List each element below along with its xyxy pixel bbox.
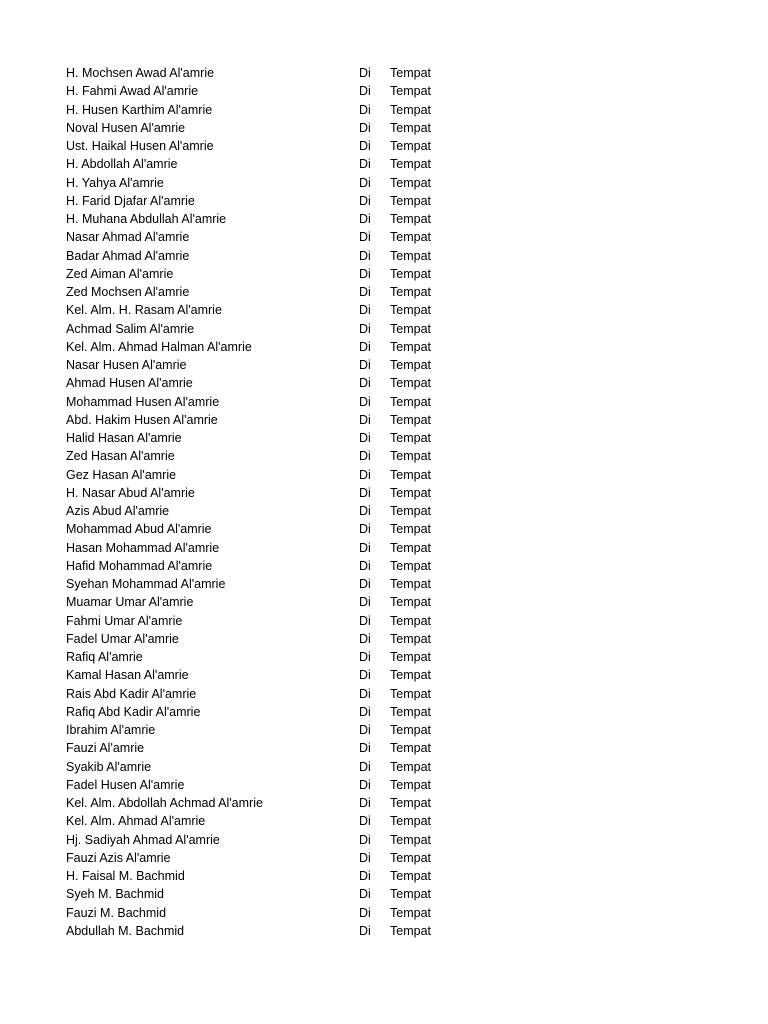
list-item (66, 593, 466, 611)
place-label: Tempat (390, 485, 431, 500)
preposition-label: Di (359, 923, 371, 938)
list-item (66, 612, 466, 630)
place-label: Tempat (390, 613, 431, 628)
list-item (66, 557, 466, 575)
preposition-label: Di (359, 431, 371, 445)
list-item (66, 429, 466, 447)
place-label: Tempat (390, 102, 431, 117)
preposition-label: Di (359, 449, 371, 464)
list-item (66, 283, 466, 301)
place-label: Tempat (390, 923, 431, 938)
preposition-label: Di (359, 321, 371, 336)
preposition-label: Di (359, 412, 371, 427)
list-item (66, 466, 466, 484)
preposition-label: Di (359, 832, 371, 847)
recipient-name: H. Mochsen Awad Al'amrie (66, 66, 215, 80)
place-label: Tempat (390, 339, 431, 354)
preposition-label: Di (359, 339, 371, 354)
preposition-label: Di (359, 522, 371, 537)
preposition-label: Di (359, 723, 371, 737)
preposition-label: Di (359, 850, 371, 865)
preposition-label: Di (359, 467, 371, 482)
recipient-name: Syehan Mohammad Al'amrie (66, 577, 226, 591)
recipient-name: Mohammad Abud Al'amrie (66, 522, 212, 537)
place-label: Tempat (390, 394, 431, 409)
recipient-name: Syeh M. Bachmid (66, 887, 164, 902)
recipient-name: Syakib Al'amrie (66, 759, 152, 774)
place-label: Tempat (390, 887, 431, 902)
recipient-name: Muamar Umar Al'amrie (66, 595, 194, 610)
place-label: Tempat (390, 741, 431, 756)
recipient-name: Hafid Mohammad Al'amrie (66, 558, 213, 573)
list-item (66, 137, 466, 155)
place-label: Tempat (390, 449, 431, 464)
list-item (66, 228, 466, 246)
place-label: Tempat (390, 504, 431, 518)
preposition-label: Di (359, 358, 371, 372)
list-item (66, 82, 466, 100)
list-item (66, 447, 466, 465)
place-label: Tempat (390, 412, 431, 427)
preposition-label: Di (359, 139, 371, 153)
recipient-name: Ahmad Husen Al'amrie (66, 376, 193, 391)
list-item (66, 721, 466, 739)
preposition-label: Di (359, 248, 371, 263)
recipient-name: Azis Abud Al'amrie (66, 504, 170, 518)
recipient-name: Nasar Husen Al'amrie (66, 358, 187, 372)
list-item (66, 320, 466, 338)
place-label: Tempat (390, 66, 431, 80)
recipient-name: Zed Aiman Al'amrie (66, 266, 174, 281)
place-label: Tempat (390, 540, 431, 555)
place-label: Tempat (390, 266, 431, 281)
list-item (66, 739, 466, 757)
place-label: Tempat (390, 631, 431, 646)
preposition-label: Di (359, 303, 371, 318)
list-item (66, 502, 466, 520)
preposition-label: Di (359, 558, 371, 573)
place-label: Tempat (390, 595, 431, 610)
preposition-label: Di (359, 577, 371, 591)
place-label: Tempat (390, 303, 431, 318)
place-label: Tempat (390, 814, 431, 829)
preposition-label: Di (359, 485, 371, 500)
preposition-label: Di (359, 540, 371, 555)
preposition-label: Di (359, 759, 371, 774)
list-item (66, 64, 466, 82)
place-label: Tempat (390, 905, 431, 920)
recipient-name: Fauzi Azis Al'amrie (66, 850, 171, 865)
recipient-name: Abdullah M. Bachmid (66, 923, 185, 938)
preposition-label: Di (359, 631, 371, 646)
recipient-name: Fauzi Al'amrie (66, 741, 145, 756)
list-item (66, 812, 466, 830)
preposition-label: Di (359, 394, 371, 409)
recipient-name: Halid Hasan Al'amrie (66, 431, 182, 445)
place-label: Tempat (390, 358, 431, 372)
list-item (66, 648, 466, 666)
list-item (66, 831, 466, 849)
place-label: Tempat (390, 796, 431, 810)
list-item (66, 520, 466, 538)
recipient-name: Hasan Mohammad Al'amrie (66, 540, 220, 555)
recipient-name: Gez Hasan Al'amrie (66, 467, 177, 482)
place-label: Tempat (390, 723, 431, 737)
place-label: Tempat (390, 139, 431, 153)
list-item (66, 776, 466, 794)
place-label: Tempat (390, 467, 431, 482)
place-label: Tempat (390, 84, 431, 99)
place-label: Tempat (390, 650, 431, 664)
preposition-label: Di (359, 175, 371, 190)
list-item (66, 265, 466, 283)
recipient-name: Ust. Haikal Husen Al'amrie (66, 139, 214, 153)
recipient-name: Fadel Umar Al'amrie (66, 631, 179, 646)
recipient-name: Fauzi M. Bachmid (66, 905, 167, 920)
list-item (66, 174, 466, 192)
recipient-name: Kel. Alm. Ahmad Halman Al'amrie (66, 339, 252, 354)
list-item (66, 210, 466, 228)
preposition-label: Di (359, 741, 371, 756)
place-label: Tempat (390, 431, 431, 445)
recipient-list (66, 64, 466, 940)
preposition-label: Di (359, 102, 371, 117)
recipient-name: Kel. Alm. H. Rasam Al'amrie (66, 303, 222, 318)
list-item (66, 374, 466, 392)
place-label: Tempat (390, 832, 431, 847)
preposition-label: Di (359, 668, 371, 683)
preposition-label: Di (359, 869, 371, 883)
preposition-label: Di (359, 266, 371, 281)
preposition-label: Di (359, 212, 371, 226)
recipient-name: H. Abdollah Al'amrie (66, 157, 178, 172)
place-label: Tempat (390, 120, 431, 135)
list-item (66, 904, 466, 922)
preposition-label: Di (359, 650, 371, 664)
list-item (66, 867, 466, 885)
list-item (66, 356, 466, 374)
place-label: Tempat (390, 850, 431, 865)
preposition-label: Di (359, 193, 371, 208)
preposition-label: Di (359, 230, 371, 245)
place-label: Tempat (390, 686, 431, 701)
recipient-name: Rais Abd Kadir Al'amrie (66, 686, 197, 701)
place-label: Tempat (390, 869, 431, 883)
list-item (66, 301, 466, 319)
list-item (66, 630, 466, 648)
recipient-name: Noval Husen Al'amrie (66, 120, 186, 135)
preposition-label: Di (359, 613, 371, 628)
list-item (66, 575, 466, 593)
preposition-label: Di (359, 887, 371, 902)
place-label: Tempat (390, 777, 431, 792)
recipient-name: Badar Ahmad Al'amrie (66, 248, 190, 263)
list-item (66, 393, 466, 411)
preposition-label: Di (359, 157, 371, 172)
place-label: Tempat (390, 157, 431, 172)
place-label: Tempat (390, 175, 431, 190)
recipient-name: Hj. Sadiyah Ahmad Al'amrie (66, 832, 220, 847)
recipient-name: Rafiq Abd Kadir Al'amrie (66, 704, 201, 719)
list-item (66, 119, 466, 137)
place-label: Tempat (390, 193, 431, 208)
recipient-name: H. Faisal M. Bachmid (66, 869, 185, 883)
place-label: Tempat (390, 704, 431, 719)
preposition-label: Di (359, 84, 371, 99)
preposition-label: Di (359, 686, 371, 701)
list-item (66, 484, 466, 502)
preposition-label: Di (359, 777, 371, 792)
list-item (66, 247, 466, 265)
list-item (66, 101, 466, 119)
preposition-label: Di (359, 504, 371, 518)
recipient-name: Achmad Salim Al'amrie (66, 321, 195, 336)
preposition-label: Di (359, 595, 371, 610)
list-item (66, 758, 466, 776)
preposition-label: Di (359, 120, 371, 135)
recipient-name: Rafiq Al'amrie (66, 650, 143, 664)
list-item (66, 338, 466, 356)
list-item (66, 411, 466, 429)
list-item (66, 703, 466, 721)
list-item (66, 155, 466, 173)
recipient-name: Kamal Hasan Al'amrie (66, 668, 189, 683)
list-item (66, 539, 466, 557)
place-label: Tempat (390, 212, 431, 226)
list-item (66, 922, 466, 940)
preposition-label: Di (359, 796, 371, 810)
place-label: Tempat (390, 248, 431, 263)
list-item (66, 685, 466, 703)
preposition-label: Di (359, 814, 371, 829)
recipient-name: Ibrahim Al'amrie (66, 723, 156, 737)
list-item (66, 666, 466, 684)
place-label: Tempat (390, 558, 431, 573)
list-item (66, 849, 466, 867)
recipient-name: Fadel Husen Al'amrie (66, 777, 185, 792)
recipient-name: H. Yahya Al'amrie (66, 175, 164, 190)
list-item (66, 885, 466, 903)
place-label: Tempat (390, 321, 431, 336)
place-label: Tempat (390, 376, 431, 391)
preposition-label: Di (359, 285, 371, 299)
place-label: Tempat (390, 668, 431, 683)
preposition-label: Di (359, 376, 371, 391)
preposition-label: Di (359, 905, 371, 920)
recipient-name: Mohammad Husen Al'amrie (66, 394, 220, 409)
recipient-name: Fahmi Umar Al'amrie (66, 613, 183, 628)
place-label: Tempat (390, 230, 431, 245)
recipient-name: H. Muhana Abdullah Al'amrie (66, 212, 227, 226)
recipient-name: H. Fahmi Awad Al'amrie (66, 84, 199, 99)
recipient-name: Zed Hasan Al'amrie (66, 449, 175, 464)
place-label: Tempat (390, 577, 431, 591)
preposition-label: Di (359, 704, 371, 719)
recipient-name: Kel. Alm. Abdollah Achmad Al'amrie (66, 796, 263, 810)
recipient-name: H. Farid Djafar Al'amrie (66, 193, 195, 208)
recipient-name: Kel. Alm. Ahmad Al'amrie (66, 814, 206, 829)
place-label: Tempat (390, 759, 431, 774)
list-item (66, 794, 466, 812)
recipient-name: H. Husen Karthim Al'amrie (66, 102, 213, 117)
recipient-name: Abd. Hakim Husen Al'amrie (66, 412, 218, 427)
place-label: Tempat (390, 285, 431, 299)
recipient-name: Nasar Ahmad Al'amrie (66, 230, 190, 245)
recipient-name: H. Nasar Abud Al'amrie (66, 485, 195, 500)
preposition-label: Di (359, 66, 371, 80)
list-item (66, 192, 466, 210)
place-label: Tempat (390, 522, 431, 537)
recipient-name: Zed Mochsen Al'amrie (66, 285, 190, 299)
